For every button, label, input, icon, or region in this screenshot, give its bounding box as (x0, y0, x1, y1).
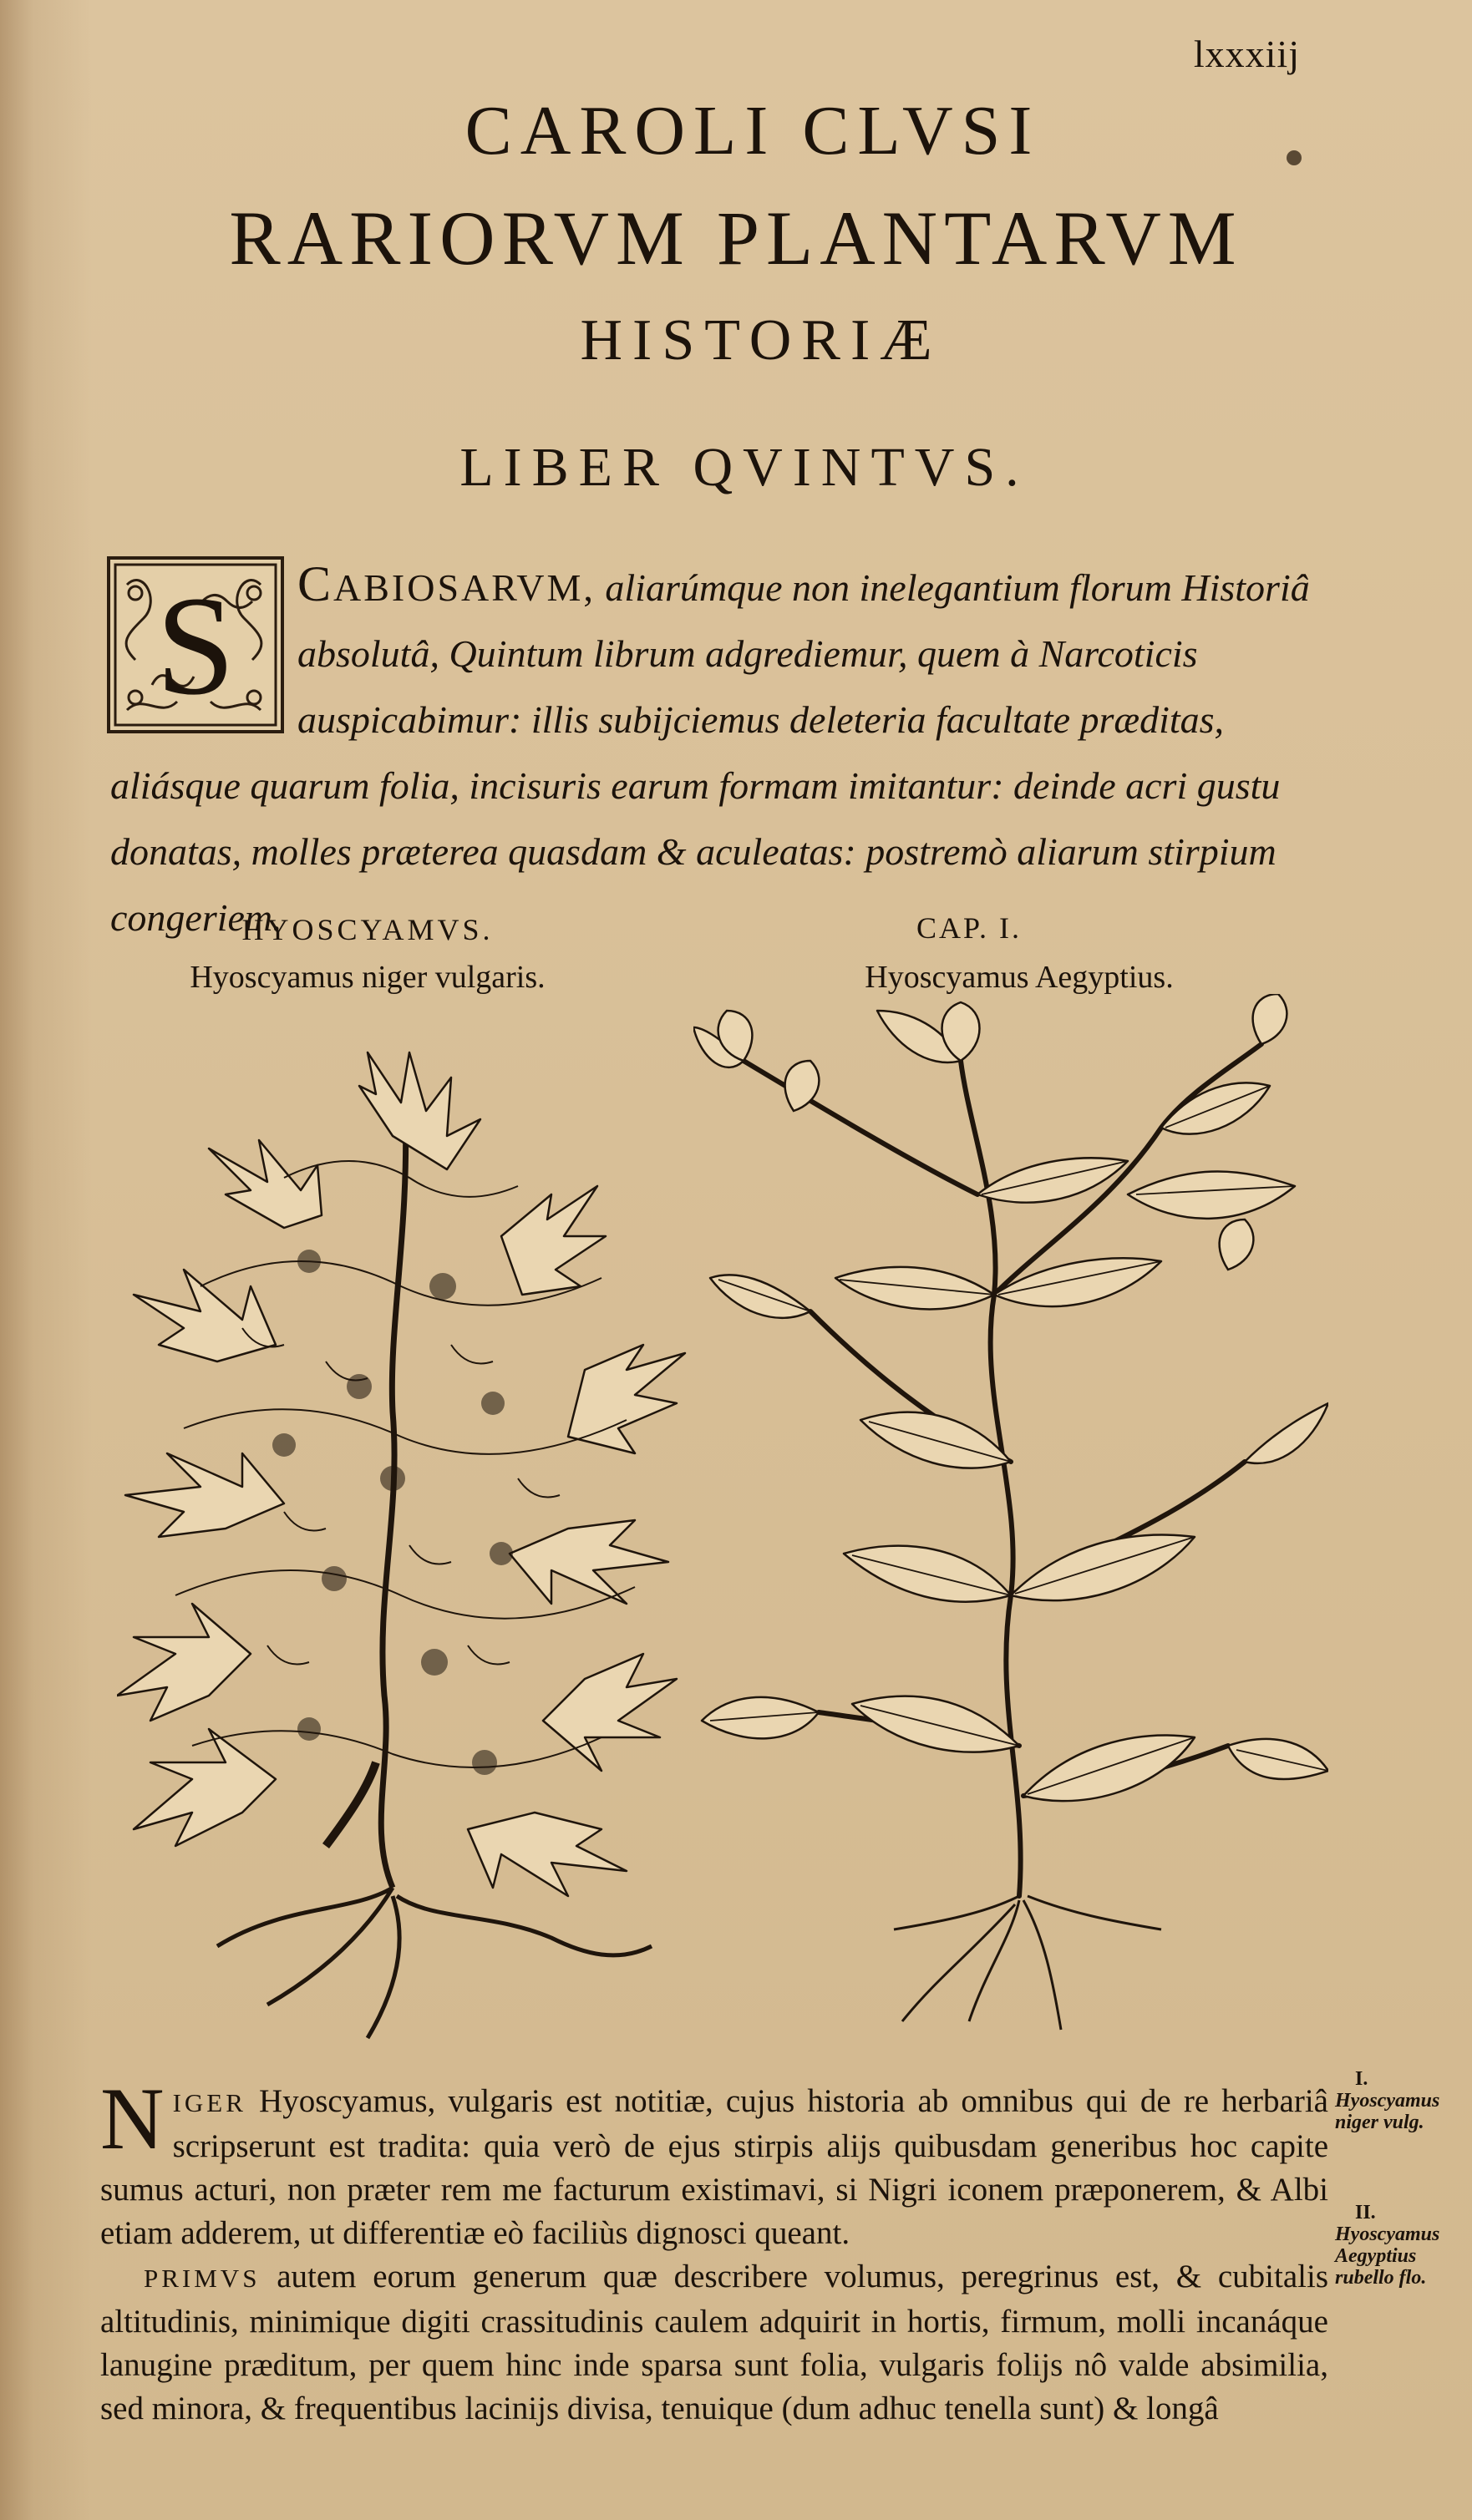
drop-cap-n: N (100, 2070, 165, 2168)
title-work: RARIORVM PLANTARVM (229, 195, 1243, 281)
woodcut-hyoscyamus-niger (117, 1011, 702, 2063)
title-historiae: HISTORIÆ (580, 308, 942, 373)
figure-heading-right: CAP. I. (916, 911, 1023, 945)
title-author: CAROLI CLVSI (464, 92, 1041, 170)
paragraph-primus (100, 2255, 1328, 2431)
title-book-number: LIBER QVINTVS. (459, 437, 1029, 498)
smallcaps-niger: IGER (172, 2088, 246, 2117)
margin-note-1: I. Hyoscyamus niger vulg. (1335, 2068, 1440, 2133)
page-folio-number: lxxxiij (1193, 33, 1300, 75)
paragraph-niger (100, 2070, 1328, 2255)
figure-heading-left: HYOSCYAMVS. (241, 913, 494, 946)
figure-caption-left: Hyoscyamus niger vulgaris. (190, 960, 546, 995)
smallcaps-primus: PRIMVS (144, 2264, 261, 2293)
intro-paragraph (110, 551, 1310, 951)
paragraph-primus-text: autem eorum generum quæ describere volumus, peregrinus est, & cubitalis altitudinis, minimique digiti crassitudinis caulem adquirit in hortis, firmum, molli incanáque lanugine præditum, per quem hinc inde sparsa sunt folia, vulgaris folijs nô valde absimilia, sed minora, & frequentibus lacinijs divisa, tenuique (dum adhuc tenella sunt) & longâ (100, 2259, 1328, 2426)
intro-text: aliarúmque non inelegantium florum Historiâ absolutâ, Quintum librum adgrediemur, quem à Narcoticis auspicabimur: illis subijciemus deleteria facultate præditas, aliásque quarum folia, incisuris earum formam imitantur: deinde acri gustu donatas, molles præterea quasdam & aculeatas: postremò aliarum stirpium congeriem. (110, 566, 1310, 939)
woodcut-hyoscyamus-aegyptius (693, 994, 1328, 2055)
paragraph-niger-text: Hyoscyamus, vulgaris est notitiæ, cujus historia ab omnibus qui de re herbariâ scripserunt est tradita: quia verò de ejus stirpis alijs quibusdam generibus hoc capite sumus acturi, non præter rem me facturum existimavi, si Nigri iconem præponerem, & Albi etiam adderem, ut differentiæ eò faciliùs dignosci queant. (100, 2083, 1328, 2251)
intro-lead: CABIOSARVM, (297, 556, 596, 611)
body-text (100, 2070, 1328, 2431)
margin-note-2: II. Hyoscyamus Aegyptius rubello flo. (1335, 2202, 1440, 2289)
figure-caption-right: Hyoscyamus Aegyptius. (865, 960, 1174, 995)
initial-letter: S (155, 567, 236, 724)
